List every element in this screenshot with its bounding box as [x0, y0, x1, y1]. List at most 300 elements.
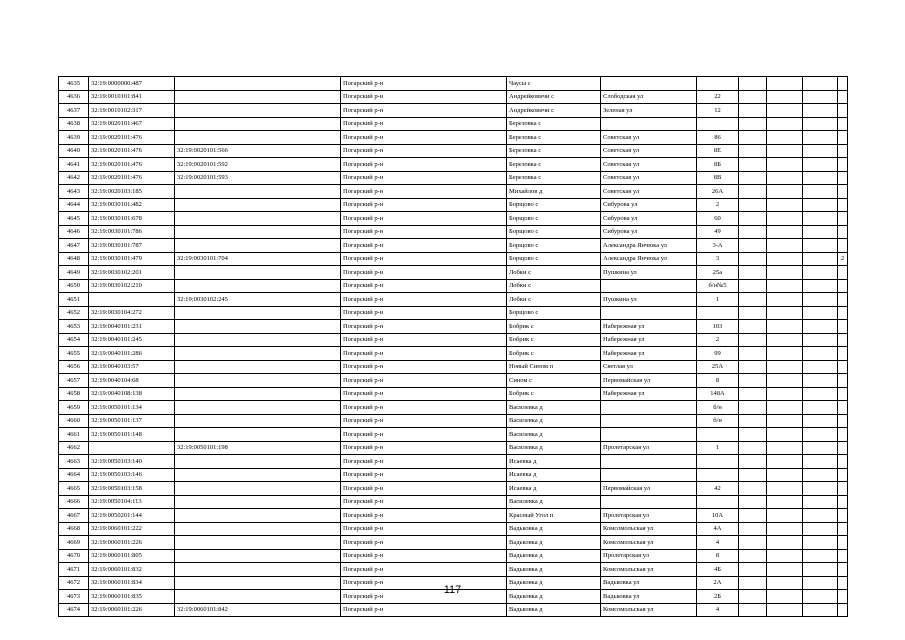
extra-cell-1 — [739, 414, 767, 428]
table-row — [59, 212, 848, 226]
parent-cadastral-number-cell — [175, 360, 341, 374]
cadastral-number-cell: 32:19:0060101:226 — [89, 536, 175, 550]
table-row — [59, 320, 848, 334]
row-number-cell: 4638 — [59, 117, 89, 131]
district-cell: Погарский р-н — [341, 360, 507, 374]
table-row — [59, 90, 848, 104]
district-cell: Погарский р-н — [341, 549, 507, 563]
extra-cell-4 — [838, 563, 848, 577]
extra-cell-3 — [803, 387, 838, 401]
house-number-cell: 2А — [697, 576, 739, 590]
extra-cell-2 — [767, 293, 803, 307]
locality-cell: Березовка с — [507, 144, 601, 158]
street-cell: Пролетарская ул — [601, 509, 697, 523]
extra-cell-3 — [803, 360, 838, 374]
table-row — [59, 441, 848, 455]
parent-cadastral-number-cell — [175, 239, 341, 253]
extra-cell-1 — [739, 144, 767, 158]
street-cell — [601, 468, 697, 482]
extra-cell-3 — [803, 212, 838, 226]
parent-cadastral-number-cell — [175, 563, 341, 577]
street-cell: Набережная ул — [601, 347, 697, 361]
table-row — [59, 455, 848, 469]
extra-cell-3 — [803, 441, 838, 455]
extra-cell-4 — [838, 131, 848, 145]
locality-cell: Борщово с — [507, 198, 601, 212]
extra-cell-2 — [767, 198, 803, 212]
table-row — [59, 374, 848, 388]
extra-cell-4 — [838, 293, 848, 307]
house-number-cell: 8 — [697, 374, 739, 388]
locality-cell: Василевка д — [507, 401, 601, 415]
house-number-cell — [697, 117, 739, 131]
extra-cell-2 — [767, 455, 803, 469]
house-number-cell — [697, 306, 739, 320]
cadastral-number-cell: 32:19:0020101:476 — [89, 144, 175, 158]
parent-cadastral-number-cell — [175, 320, 341, 334]
extra-cell-2 — [767, 536, 803, 550]
extra-cell-3 — [803, 549, 838, 563]
extra-cell-4 — [838, 374, 848, 388]
extra-cell-4 — [838, 522, 848, 536]
extra-cell-4 — [838, 603, 848, 617]
row-number-cell: 4650 — [59, 279, 89, 293]
cadastral-number-cell: 32:19:0060101:834 — [89, 576, 175, 590]
extra-cell-4 — [838, 468, 848, 482]
district-cell: Погарский р-н — [341, 279, 507, 293]
house-number-cell: 4А — [697, 522, 739, 536]
district-cell: Погарский р-н — [341, 495, 507, 509]
extra-cell-2 — [767, 509, 803, 523]
house-number-cell — [697, 455, 739, 469]
locality-cell: Василевка д — [507, 495, 601, 509]
table-row — [59, 293, 848, 307]
parent-cadastral-number-cell — [175, 279, 341, 293]
district-cell: Погарский р-н — [341, 212, 507, 226]
extra-cell-3 — [803, 428, 838, 442]
extra-cell-4 — [838, 90, 848, 104]
district-cell: Погарский р-н — [341, 252, 507, 266]
extra-cell-2 — [767, 603, 803, 617]
locality-cell: Бобрик с — [507, 387, 601, 401]
cadastral-number-cell: 32:19:0030102:210 — [89, 279, 175, 293]
cadastral-number-cell: 32:19:0060101:835 — [89, 590, 175, 604]
row-number-cell: 4643 — [59, 185, 89, 199]
extra-cell-4 — [838, 104, 848, 118]
extra-cell-1 — [739, 77, 767, 91]
parent-cadastral-number-cell — [175, 225, 341, 239]
row-number-cell: 4669 — [59, 536, 89, 550]
district-cell: Погарский р-н — [341, 158, 507, 172]
table-row — [59, 198, 848, 212]
street-cell: Комсомольская ул — [601, 563, 697, 577]
house-number-cell: 4 — [697, 603, 739, 617]
locality-cell: Чаусы с — [507, 77, 601, 91]
extra-cell-3 — [803, 414, 838, 428]
extra-cell-3 — [803, 158, 838, 172]
table-row — [59, 482, 848, 496]
house-number-cell — [697, 428, 739, 442]
extra-cell-1 — [739, 509, 767, 523]
extra-cell-3 — [803, 185, 838, 199]
row-number-cell: 4672 — [59, 576, 89, 590]
locality-cell: Березовка с — [507, 117, 601, 131]
extra-cell-2 — [767, 279, 803, 293]
street-cell — [601, 401, 697, 415]
parent-cadastral-number-cell — [175, 549, 341, 563]
parent-cadastral-number-cell — [175, 495, 341, 509]
row-number-cell: 4645 — [59, 212, 89, 226]
table-row — [59, 401, 848, 415]
extra-cell-1 — [739, 374, 767, 388]
district-cell: Погарский р-н — [341, 185, 507, 199]
district-cell: Погарский р-н — [341, 387, 507, 401]
house-number-cell: 3-А — [697, 239, 739, 253]
district-cell: Погарский р-н — [341, 306, 507, 320]
cadastral-number-cell: 32:19:0050103:140 — [89, 455, 175, 469]
row-number-cell: 4652 — [59, 306, 89, 320]
table-row — [59, 252, 848, 266]
extra-cell-3 — [803, 333, 838, 347]
district-cell: Погарский р-н — [341, 320, 507, 334]
extra-cell-3 — [803, 320, 838, 334]
extra-cell-4 — [838, 360, 848, 374]
row-number-cell: 4664 — [59, 468, 89, 482]
extra-cell-4 — [838, 482, 848, 496]
cadastral-number-cell: 32:19:0050104:113 — [89, 495, 175, 509]
extra-cell-1 — [739, 239, 767, 253]
house-number-cell: 2Б — [697, 590, 739, 604]
parent-cadastral-number-cell — [175, 509, 341, 523]
extra-cell-2 — [767, 495, 803, 509]
row-number-cell: 4653 — [59, 320, 89, 334]
parent-cadastral-number-cell — [175, 387, 341, 401]
street-cell: Александра Янчюка ул — [601, 239, 697, 253]
cadastral-number-cell: 32:19:0030101:482 — [89, 198, 175, 212]
extra-cell-4 — [838, 428, 848, 442]
extra-cell-2 — [767, 563, 803, 577]
table-row — [59, 360, 848, 374]
row-number-cell: 4659 — [59, 401, 89, 415]
locality-cell: Вадьковка д — [507, 590, 601, 604]
house-number-cell: 25А — [697, 360, 739, 374]
house-number-cell: 60 — [697, 212, 739, 226]
table-row — [59, 603, 848, 617]
district-cell: Погарский р-н — [341, 374, 507, 388]
row-number-cell: 4671 — [59, 563, 89, 577]
extra-cell-4 — [838, 185, 848, 199]
parent-cadastral-number-cell: 32:19:0050101:198 — [175, 441, 341, 455]
district-cell: Погарский р-н — [341, 225, 507, 239]
extra-cell-4 — [838, 509, 848, 523]
extra-cell-1 — [739, 212, 767, 226]
cadastral-number-cell — [89, 293, 175, 307]
extra-cell-1 — [739, 536, 767, 550]
row-number-cell: 4666 — [59, 495, 89, 509]
locality-cell: Василевка д — [507, 414, 601, 428]
cadastral-number-cell: 32:19:0020101:476 — [89, 171, 175, 185]
locality-cell: Борщово с — [507, 212, 601, 226]
cadastral-number-cell: 32:19:0030101:678 — [89, 212, 175, 226]
parent-cadastral-number-cell — [175, 428, 341, 442]
district-cell: Погарский р-н — [341, 536, 507, 550]
extra-cell-3 — [803, 225, 838, 239]
extra-cell-2 — [767, 441, 803, 455]
extra-cell-3 — [803, 374, 838, 388]
district-cell: Погарский р-н — [341, 441, 507, 455]
locality-cell: Лобки с — [507, 266, 601, 280]
locality-cell: Березовка с — [507, 158, 601, 172]
district-cell: Погарский р-н — [341, 171, 507, 185]
row-number-cell: 4663 — [59, 455, 89, 469]
house-number-cell: 42 — [697, 482, 739, 496]
locality-cell: Исаевка д — [507, 482, 601, 496]
extra-cell-4 — [838, 387, 848, 401]
extra-cell-4: 2 — [838, 252, 848, 266]
extra-cell-4 — [838, 347, 848, 361]
cadastral-number-cell: 32:19:0060101:805 — [89, 549, 175, 563]
row-number-cell: 4673 — [59, 590, 89, 604]
cadastral-number-cell: 32:19:0030101:479 — [89, 252, 175, 266]
row-number-cell: 4667 — [59, 509, 89, 523]
district-cell: Погарский р-н — [341, 293, 507, 307]
row-number-cell: 4662 — [59, 441, 89, 455]
district-cell: Погарский р-н — [341, 144, 507, 158]
street-cell — [601, 279, 697, 293]
district-cell: Погарский р-н — [341, 90, 507, 104]
locality-cell: Бобрик с — [507, 320, 601, 334]
house-number-cell — [697, 468, 739, 482]
table-row — [59, 428, 848, 442]
extra-cell-4 — [838, 279, 848, 293]
locality-cell: Борщово с — [507, 306, 601, 320]
parent-cadastral-number-cell — [175, 414, 341, 428]
locality-cell: Вадьковка д — [507, 522, 601, 536]
house-number-cell: 8В — [697, 171, 739, 185]
extra-cell-1 — [739, 320, 767, 334]
cadastral-number-cell: 32:19:0040103:57 — [89, 360, 175, 374]
locality-cell: Березовка с — [507, 131, 601, 145]
district-cell: Погарский р-н — [341, 428, 507, 442]
district-cell: Погарский р-н — [341, 522, 507, 536]
extra-cell-3 — [803, 347, 838, 361]
extra-cell-3 — [803, 509, 838, 523]
street-cell: Комсомольская ул — [601, 522, 697, 536]
extra-cell-4 — [838, 495, 848, 509]
cadastral-number-cell: 32:19:0020101:467 — [89, 117, 175, 131]
cadastral-number-cell: 32:19:0060101:226 — [89, 603, 175, 617]
parent-cadastral-number-cell: 32:19:0020101:592 — [175, 158, 341, 172]
house-number-cell: 25а — [697, 266, 739, 280]
extra-cell-1 — [739, 347, 767, 361]
district-cell: Погарский р-н — [341, 468, 507, 482]
extra-cell-4 — [838, 441, 848, 455]
street-cell — [601, 414, 697, 428]
row-number-cell: 4636 — [59, 90, 89, 104]
extra-cell-4 — [838, 549, 848, 563]
house-number-cell — [697, 77, 739, 91]
parent-cadastral-number-cell — [175, 468, 341, 482]
extra-cell-1 — [739, 428, 767, 442]
extra-cell-3 — [803, 482, 838, 496]
extra-cell-3 — [803, 279, 838, 293]
house-number-cell: 148А — [697, 387, 739, 401]
extra-cell-1 — [739, 468, 767, 482]
locality-cell: Исаевка д — [507, 455, 601, 469]
extra-cell-1 — [739, 198, 767, 212]
house-number-cell: 1 — [697, 293, 739, 307]
street-cell: Набережная ул — [601, 387, 697, 401]
cadastral-number-cell: 32:19:0010101:841 — [89, 90, 175, 104]
row-number-cell: 4648 — [59, 252, 89, 266]
parent-cadastral-number-cell: 32:19:0060101:842 — [175, 603, 341, 617]
locality-cell: Вадьковка д — [507, 563, 601, 577]
street-cell: Первомайская ул — [601, 374, 697, 388]
extra-cell-4 — [838, 401, 848, 415]
district-cell: Погарский р-н — [341, 509, 507, 523]
street-cell: Сибурова ул — [601, 198, 697, 212]
cadastral-number-cell: 32:19:0050103:146 — [89, 468, 175, 482]
cadastral-number-cell: 32:19:0060101:222 — [89, 522, 175, 536]
parent-cadastral-number-cell — [175, 536, 341, 550]
cadastral-number-cell: 32:19:0050201:144 — [89, 509, 175, 523]
locality-cell: Бобрик с — [507, 333, 601, 347]
row-number-cell: 4649 — [59, 266, 89, 280]
house-number-cell: 4 — [697, 536, 739, 550]
house-number-cell: 1 — [697, 441, 739, 455]
locality-cell: Вадьковка д — [507, 576, 601, 590]
property-register-table — [58, 76, 848, 617]
table-row — [59, 549, 848, 563]
extra-cell-2 — [767, 347, 803, 361]
parent-cadastral-number-cell — [175, 198, 341, 212]
locality-cell: Вадьковка д — [507, 536, 601, 550]
extra-cell-3 — [803, 495, 838, 509]
extra-cell-2 — [767, 320, 803, 334]
extra-cell-2 — [767, 77, 803, 91]
extra-cell-2 — [767, 414, 803, 428]
table-row — [59, 495, 848, 509]
extra-cell-3 — [803, 266, 838, 280]
table-row — [59, 117, 848, 131]
locality-cell: Бобрик с — [507, 347, 601, 361]
extra-cell-1 — [739, 131, 767, 145]
cadastral-number-cell: 32:19:0040101:245 — [89, 333, 175, 347]
parent-cadastral-number-cell — [175, 347, 341, 361]
extra-cell-2 — [767, 360, 803, 374]
extra-cell-2 — [767, 333, 803, 347]
table-row — [59, 158, 848, 172]
house-number-cell: 26А — [697, 185, 739, 199]
extra-cell-1 — [739, 333, 767, 347]
street-cell: Сибурова ул — [601, 212, 697, 226]
street-cell: Советская ул — [601, 131, 697, 145]
cadastral-number-cell — [89, 441, 175, 455]
table-row — [59, 185, 848, 199]
extra-cell-1 — [739, 603, 767, 617]
extra-cell-1 — [739, 441, 767, 455]
extra-cell-2 — [767, 266, 803, 280]
parent-cadastral-number-cell — [175, 482, 341, 496]
cadastral-number-cell: 32:19:0040101:286 — [89, 347, 175, 361]
extra-cell-2 — [767, 144, 803, 158]
cadastral-number-cell: 32:19:0030101:786 — [89, 225, 175, 239]
extra-cell-1 — [739, 279, 767, 293]
table-row — [59, 131, 848, 145]
house-number-cell: 49 — [697, 225, 739, 239]
table-row — [59, 387, 848, 401]
extra-cell-2 — [767, 239, 803, 253]
extra-cell-2 — [767, 171, 803, 185]
extra-cell-4 — [838, 414, 848, 428]
extra-cell-3 — [803, 522, 838, 536]
extra-cell-3 — [803, 252, 838, 266]
cadastral-number-cell: 32:19:0030102:201 — [89, 266, 175, 280]
extra-cell-3 — [803, 104, 838, 118]
house-number-cell: б/н — [697, 414, 739, 428]
table-row — [59, 77, 848, 91]
extra-cell-4 — [838, 225, 848, 239]
row-number-cell: 4657 — [59, 374, 89, 388]
street-cell: Зеленая ул — [601, 104, 697, 118]
table-body — [59, 77, 848, 617]
district-cell: Погарский р-н — [341, 266, 507, 280]
row-number-cell: 4639 — [59, 131, 89, 145]
row-number-cell: 4641 — [59, 158, 89, 172]
parent-cadastral-number-cell — [175, 374, 341, 388]
extra-cell-2 — [767, 468, 803, 482]
street-cell: Советская ул — [601, 185, 697, 199]
row-number-cell: 4640 — [59, 144, 89, 158]
extra-cell-3 — [803, 536, 838, 550]
parent-cadastral-number-cell — [175, 266, 341, 280]
house-number-cell: 2 — [697, 198, 739, 212]
table-row — [59, 414, 848, 428]
extra-cell-3 — [803, 455, 838, 469]
street-cell: Сибурова ул — [601, 225, 697, 239]
extra-cell-1 — [739, 360, 767, 374]
extra-cell-1 — [739, 522, 767, 536]
street-cell — [601, 117, 697, 131]
street-cell — [601, 77, 697, 91]
extra-cell-2 — [767, 387, 803, 401]
extra-cell-4 — [838, 144, 848, 158]
street-cell: Советская ул — [601, 171, 697, 185]
row-number-cell: 4668 — [59, 522, 89, 536]
extra-cell-3 — [803, 90, 838, 104]
extra-cell-4 — [838, 455, 848, 469]
table-row — [59, 306, 848, 320]
house-number-cell — [697, 495, 739, 509]
extra-cell-2 — [767, 225, 803, 239]
extra-cell-3 — [803, 468, 838, 482]
district-cell: Погарский р-н — [341, 198, 507, 212]
locality-cell: Борщово с — [507, 252, 601, 266]
locality-cell: Борщово с — [507, 239, 601, 253]
parent-cadastral-number-cell: 32:19:0030101:704 — [175, 252, 341, 266]
extra-cell-2 — [767, 482, 803, 496]
cadastral-number-cell: 32:19:0020103:185 — [89, 185, 175, 199]
district-cell: Погарский р-н — [341, 590, 507, 604]
parent-cadastral-number-cell — [175, 90, 341, 104]
table-row — [59, 468, 848, 482]
street-cell: Светлая ул — [601, 360, 697, 374]
row-number-cell: 4651 — [59, 293, 89, 307]
street-cell: Советская ул — [601, 144, 697, 158]
locality-cell: Лобки с — [507, 293, 601, 307]
extra-cell-1 — [739, 482, 767, 496]
extra-cell-3 — [803, 306, 838, 320]
